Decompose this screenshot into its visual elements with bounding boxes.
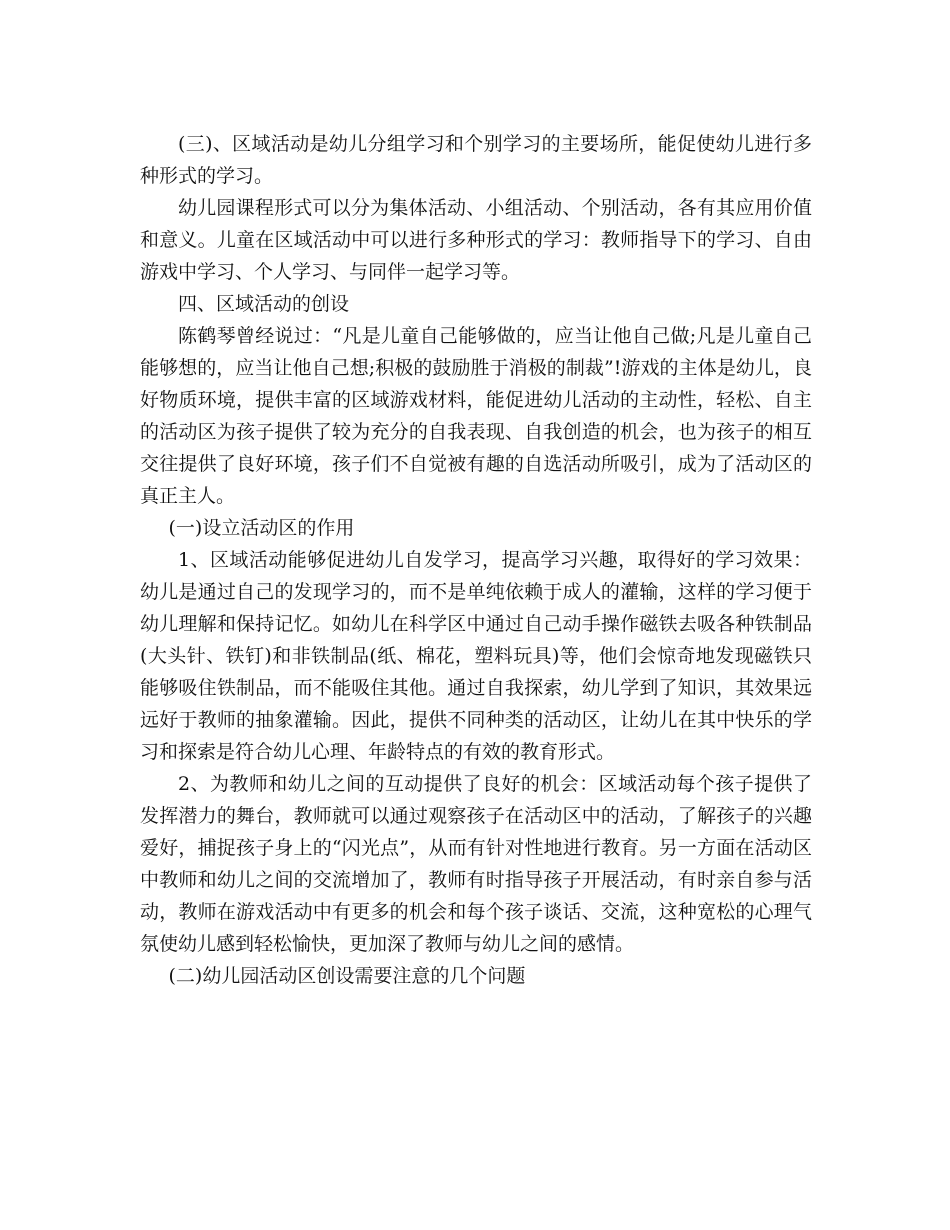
document-body: [140, 128, 812, 992]
subsection-two-heading: (二)幼儿园活动区创设需要注意的几个问题: [168, 965, 526, 987]
subsection-one-heading: (一)设立活动区的作用: [168, 517, 355, 539]
paragraph-section-three-heading: (三)、区域活动是幼儿分组学习和个别学习的主要场所，能促使幼儿进行多种形式的学习。: [140, 133, 812, 187]
paragraph-chen-heqin-quote: 陈鹤琴曾经说过：“凡是儿童自己能够做的，应当让他自己做;凡是儿童自己能够想的，应当让他自己想;积极的鼓励胜于消极的制裁”!游戏的主体是幼儿，良好物质环境，提供丰富的区域游戏材料，能促进幼儿活动的主动性，轻松、自主的活动区为孩子提供了较为充分的自我表现、自我创造的机会，也为孩子的相互交往提供了良好环境，孩子们不自觉被有趣的自选活动所吸引，成为了活动区的真正主人。: [140, 325, 812, 507]
paragraph-point-one: 1、区域活动能够促进幼儿自发学习，提高学习兴趣，取得好的学习效果：幼儿是通过自己的发现学习的，而不是单纯依赖于成人的灌输，这样的学习便于幼儿理解和保持记忆。如幼儿在科学区中通过自己动手操作磁铁去吸各种铁制品(大头针、铁钉)和非铁制品(纸、棉花，塑料玩具)等，他们会惊奇地发现磁铁只能够吸住铁制品，而不能吸住其他。通过自我探索，幼儿学到了知识，其效果远远好于教师的抽象灌输。因此，提供不同种类的活动区，让幼儿在其中快乐的学习和探索是符合幼儿心理、年龄特点的有效的教育形式。: [140, 549, 812, 763]
paragraph-curriculum-forms: 幼儿园课程形式可以分为集体活动、小组活动、个别活动，各有其应用价值和意义。儿童在区域活动中可以进行多种形式的学习：教师指导下的学习、自由游戏中学习、个人学习、与同伴一起学习等。: [140, 197, 812, 283]
paragraph-point-two: 2、为教师和幼儿之间的互动提供了良好的机会：区域活动每个孩子提供了发挥潜力的舞台，教师就可以通过观察孩子在活动区中的活动，了解孩子的兴趣爱好，捕捉孩子身上的“闪光点”，从而有针对性地进行教育。另一方面在活动区中教师和幼儿之间的交流增加了，教师有时指导孩子开展活动，有时亲自参与活动，教师在游戏活动中有更多的机会和每个孩子谈话、交流，这种宽松的心理气氛使幼儿感到轻松愉快，更加深了教师与幼儿之间的感情。: [140, 773, 812, 955]
section-four-heading: 四、区域活动的创设: [178, 293, 350, 315]
